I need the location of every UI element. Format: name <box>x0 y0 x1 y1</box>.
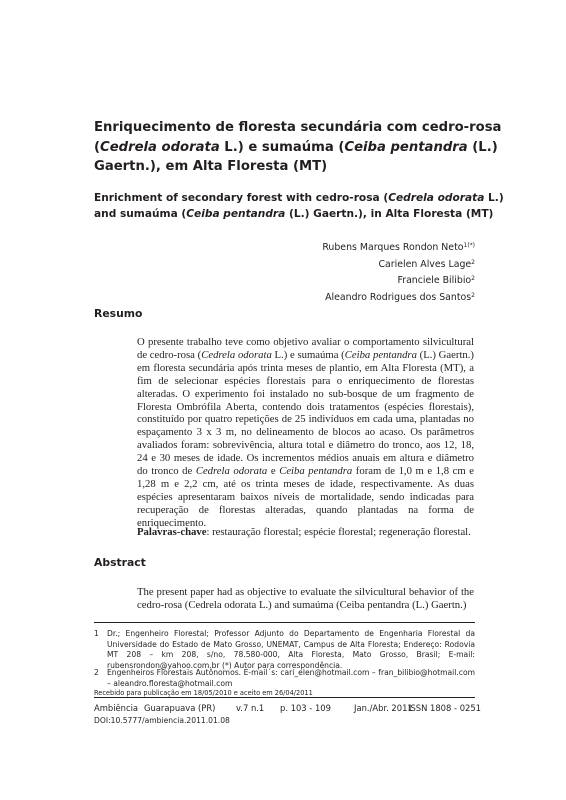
received-date-note: Recebido para publicação em 18/05/2010 e aceito em 26/04/2011 <box>94 689 313 697</box>
resumo-paragraph <box>137 336 474 530</box>
journal-issn: ISSN 1808 - 0251 <box>408 703 482 713</box>
journal-pages: p. 103 - 109 <box>280 703 331 713</box>
footnote-divider <box>94 622 475 623</box>
title-pt-species-1: Cedrela odorata <box>100 139 220 155</box>
author <box>260 289 475 306</box>
title-en-text-1: Enrichment of secondary forest with cedro-rosa ( <box>94 192 389 204</box>
author-name: Aleandro Rodrigues dos Santos <box>325 291 472 303</box>
author-affiliation-mark: 1(*) <box>463 242 475 249</box>
resumo-text: foram de 1,0 m e 1,8 cm e 1,28 m e 2,2 cm, até os trinta meses de idade, respectivamente. As duas espécies apresentaram baixos níveis de mortalidade, sendo indicadas para recuperação de florestas alteradas, quando plantadas na forma de enriquecimento. <box>137 465 475 529</box>
footnote-number: 2 <box>94 668 99 677</box>
keywords-label: Palavras-chave <box>137 526 207 538</box>
abstract-paragraph: The present paper had as objective to evaluate the silvicultural behavior of the cedro-rosa (Cedrela odorata L.) and sumaúma (Ceiba pentandra (L.) Gaertn.) <box>137 586 474 611</box>
species-name: Cedrela odorata <box>201 348 272 361</box>
author-name: Rubens Marques Rondon Neto <box>322 242 464 253</box>
author <box>260 256 475 273</box>
title-pt-text-3: (L.) Gaertn.), em Alta Floresta (MT) <box>94 139 498 174</box>
footnote <box>94 668 475 689</box>
author-list <box>260 239 475 305</box>
author-affiliation-mark: 2 <box>471 291 475 299</box>
keywords <box>137 526 474 539</box>
abstract-heading: Abstract <box>94 556 146 569</box>
species-name: Ceiba pentandra <box>279 465 353 478</box>
resumo-text: O presente trabalho teve como objetivo avaliar o comportamento silvicultural de cedro-rosa ( <box>137 336 474 361</box>
species-name: Ceiba pentandra <box>344 348 417 361</box>
journal-volume: v.7 n.1 <box>236 703 265 713</box>
footnote-text: Engenheiros Florestais Autônomos. E-mail´s: cari_elen@hotmail.com – fran_bilibio@hotmail.com – aleandro.floresta@hotmail.com <box>107 668 475 688</box>
author <box>260 272 475 289</box>
resumo-text: e <box>267 465 280 478</box>
journal-place: Guarapuava (PR) <box>144 703 216 713</box>
resumo-text: L.) e sumaúma ( <box>271 348 345 361</box>
doi: DOI:10.5777/ambiencia.2011.01.08 <box>94 716 230 725</box>
resumo-heading: Resumo <box>94 307 143 320</box>
resumo-text: (L.) Gaertn.) em floresta secundária após trinta meses de plantio, em Alta Floresta (MT), a fim de selecionar espécies florestais para o enriquecimento de florestas alteradas. O experimento foi instalado no sub-bosque de um fragmento de Floresta Ombrófila Aberta, contendo dois tratamentos (espécies florestais), constituído por quatro repetições de 25 indivíduos em cada uma, plantadas no espaçamento 3 x 3 m, no delineamento de blocos ao acaso. Os parâmetros avaliados foram: sobrevivência, altura total e diâmetro do tronco, aos 12, 18, 24 e 30 meses de idade. Os incrementos médios anuais em altura e diâmetro do tronco de <box>137 348 474 478</box>
author <box>260 239 475 256</box>
journal-divider <box>94 697 475 698</box>
title-en-text-2: L.) and sumaúma ( <box>94 192 504 220</box>
footnote-text: Dr.; Engenheiro Florestal; Professor Adjunto do Departamento de Engenharia Florestal da Universidade do Estado de Mato Grosso, UNEMAT, Campus de Alta Floresta; Endereço: Rodovia MT 208 – km 208, s/no, 78.580-000, Alta Floresta, Mato Grosso, Brasil; E-mail: rubensrondon@yahoo.com.br (*) Autor para correspondência. <box>107 629 475 670</box>
footnote <box>94 629 475 671</box>
author-affiliation-mark: 2 <box>471 258 475 266</box>
journal-name: Ambiência <box>94 703 139 713</box>
title-en-species-1: Cedrela odorata <box>388 192 485 204</box>
keywords-text: : restauração florestal; espécie florestal; regeneração florestal. <box>206 526 471 538</box>
title-pt-species-2: Ceiba pentandra <box>344 139 468 155</box>
author-name: Carielen Alves Lage <box>378 258 472 270</box>
title-en-species-2: Ceiba pentandra <box>186 207 286 220</box>
author-affiliation-mark: 2 <box>471 275 475 283</box>
title-pt-text-2: L.) e sumaúma ( <box>219 139 345 155</box>
species-name: Cedrela odorata <box>195 465 268 478</box>
author-name: Franciele Bilibio <box>397 275 472 287</box>
title-en-text-3: (L.) Gaertn.), in Alta Floresta (MT) <box>285 207 494 220</box>
title-portuguese <box>94 118 514 177</box>
title-pt-text-1: Enriquecimento de floresta secundária com cedro-rosa ( <box>94 120 502 155</box>
title-english <box>94 191 514 222</box>
footnote-number: 1 <box>94 629 99 638</box>
journal-date: Jan./Abr. 2011 <box>354 703 413 713</box>
